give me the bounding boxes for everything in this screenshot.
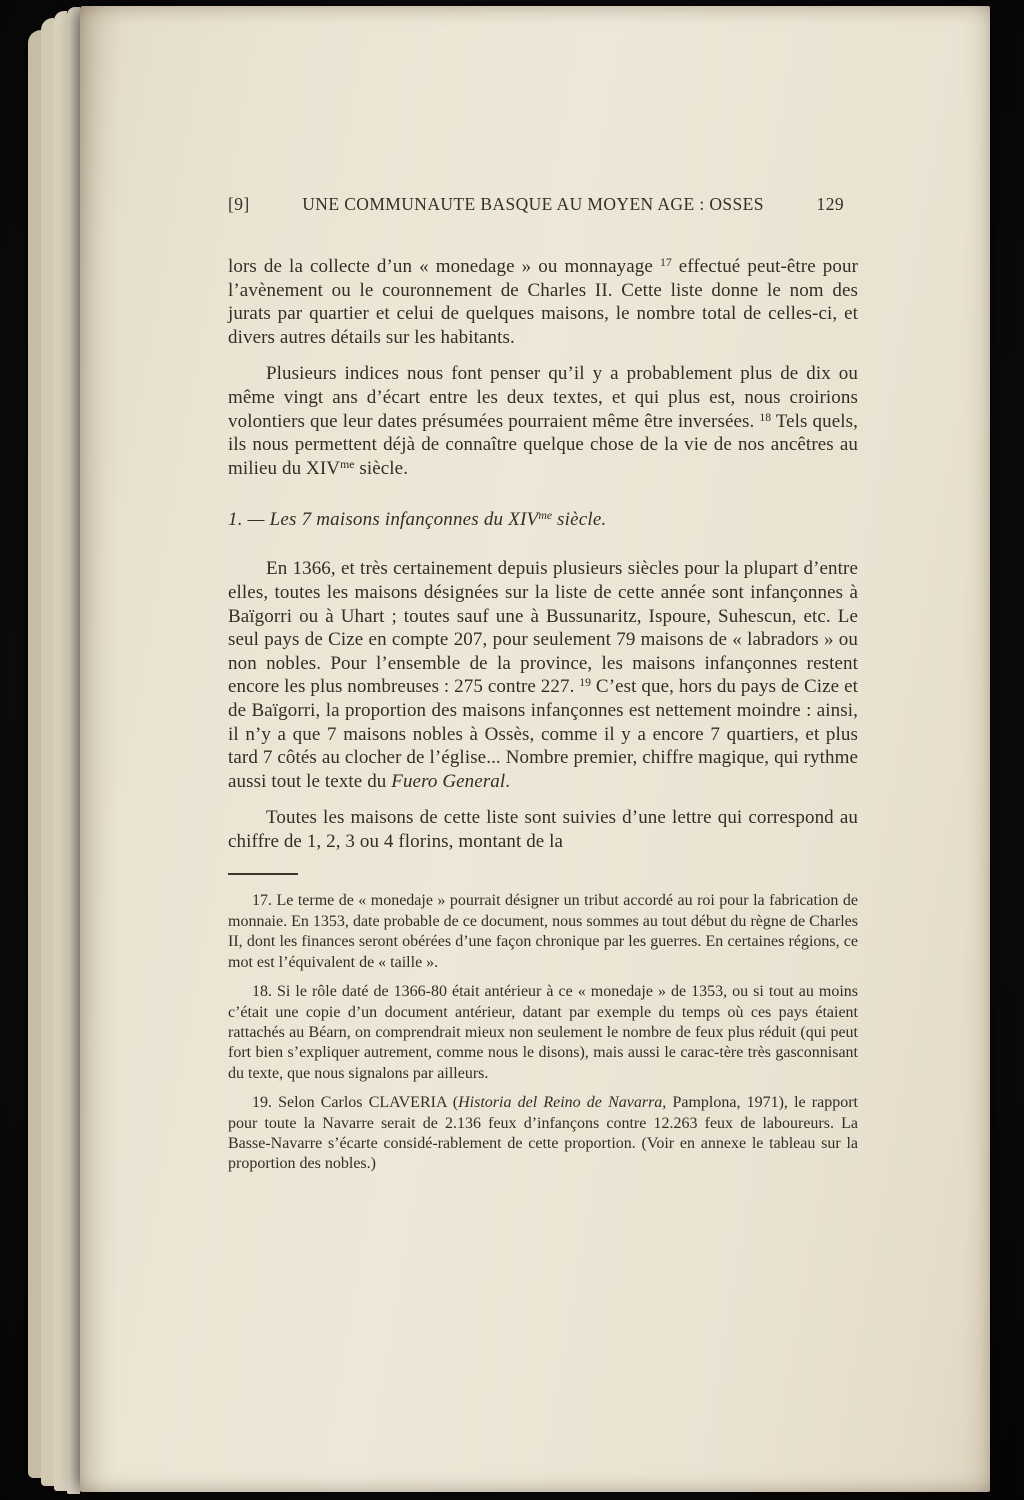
footnote-17: 17. Le terme de « monedaje » pourrait désigner un tribut accordé au roi pour la fabrication de monnaie. En 1353, date probable de ce document, nous sommes au tout début du règne de Charles II, dont les finances seront obérées d’une façon chronique par les guerres. En certaines régions, ce mot est l’équivalent de « taille ».	[228, 892, 858, 971]
text-block	[228, 194, 858, 1184]
book-page	[80, 6, 990, 1492]
header-running-title: UNE COMMUNAUTE BASQUE AU MOYEN AGE : OSSES	[302, 194, 764, 214]
page-header	[228, 194, 858, 215]
body-paragraph-1: lors de la collecte d’un « monedage » ou monnayage $^{17}$ effectué peut-être pour l’avènement ou le couronnement de Charles II. Cette liste donne le nom des jurats par quartier et celui de quelques maisons, le nombre total de celles-ci, et divers autres détails sur les habitants.	[228, 256, 859, 348]
body-paragraph-2: Plusieurs indices nous font penser qu’il y a probablement plus de dix ou même vingt ans d’écart entre les deux textes, et qui plus est, nous croirions volontiers que leur dates présumées pourraient même être inversées. $^{18}$ Tels quels, ils nous permettent déjà de connaître quelque chose de la vie de nos ancêtres au milieu du $XIV^{me}$ siècle.	[228, 363, 858, 479]
book-page-edge	[54, 11, 67, 1491]
footnote-separator-rule	[228, 873, 298, 875]
header-section-ref: [9]	[228, 194, 250, 214]
book-page-edge	[28, 30, 41, 1478]
book-page-edge	[41, 18, 54, 1486]
header-page-number: 129	[816, 194, 844, 214]
footnote-19: 19. Selon Carlos CLAVERIA (Historia del Reino de Navarra, Pamplona, 1971), le rapport pour toute la Navarre serait de 2.136 feux d’infançons contre 12.263 feux de laboureurs. La Basse-Navarre s’écarte considé-rablement de cette proportion. (Voir en annexe le tableau sur la proportion des nobles.)	[228, 1094, 858, 1173]
section-heading: 1. — Les 7 maisons infançonnes du $XIV^{me}$ siècle.	[228, 509, 607, 531]
body-paragraph-4: Toutes les maisons de cette liste sont suivies d’une lettre qui correspond au chiffre de 1, 2, 3 ou 4 florins, montant de la	[228, 807, 858, 852]
body-paragraph-3: En 1366, et très certainement depuis plusieurs siècles pour la plupart d’entre elles, toutes les maisons désignées sur la liste de cette année sont infançonnes à Baïgorri ou à Uhart ; toutes sauf une à Bussunaritz, Ispoure, Suhescun, etc. Le seul pays de Cize en compte 207, pour seulement 79 maisons de « labradors » ou non nobles. Pour l’ensemble de la province, les maisons infançonnes restent encore les plus nombreuses : 275 contre 227. $^{19}$ C’est que, hors du pays de Cize et de Baïgorri, la proportion des maisons infançonnes est nettement moindre : ainsi, il n’y a que 7 maisons nobles à Ossès, comme il y a encore 7 quartiers, et plus tard 7 côtés au clocher de l’église... Nombre premier, chiffre magique, qui rythme aussi tout le texte du Fuero General.	[228, 558, 858, 792]
book-page-edge	[67, 7, 80, 1494]
footnote-18: 18. Si le rôle daté de 1366-80 était antérieur à ce « monedaje » de 1353, ou si tout au moins c’était une copie d’un document antérieur, datant par exemple du temps où ces pays étaient rattachés au Béarn, on comprendrait mieux non seulement le nombre de feux plus réduit (qui peut fort bien s’expliquer autrement, comme nous le disons), mais aussi le carac-tère très gasconnisant du texte, que nous signalons par ailleurs.	[228, 983, 858, 1082]
